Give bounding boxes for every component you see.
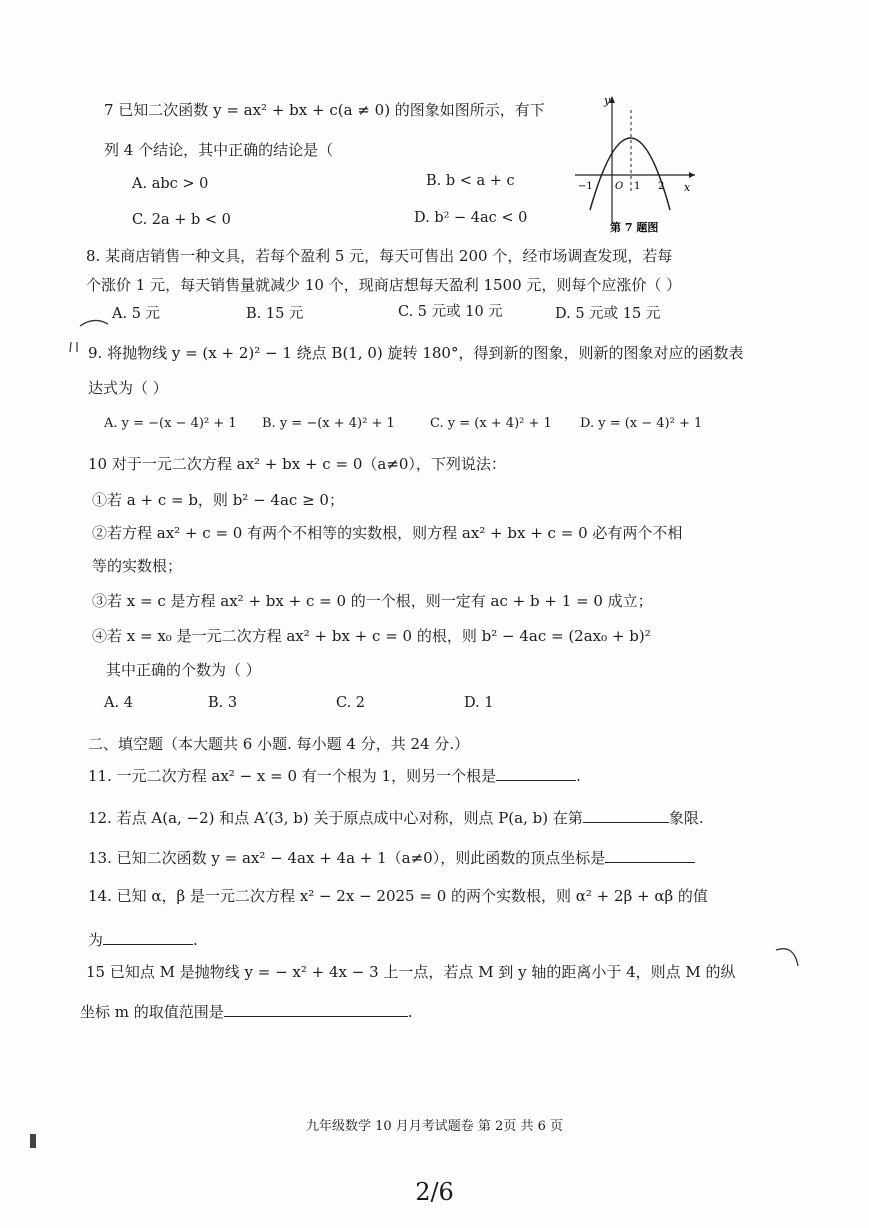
q10-option-c: C. 2: [336, 695, 366, 711]
q14-answer-blank: [103, 928, 193, 945]
q15-answer-blank: [224, 1000, 408, 1017]
q8-line2: 个涨价 1 元，每天销售量就减少 10 个，现商店想每天盈利 1500 元，则每个应涨价（ ）: [86, 276, 682, 294]
parabola-curve: [590, 138, 670, 210]
q13-line: [88, 846, 695, 868]
q9-option-d: D. y = (x − 4)² + 1: [580, 416, 703, 431]
x-axis-arrow: [689, 172, 695, 178]
q11-end: .: [576, 767, 581, 785]
tick-label-neg1: −1: [578, 181, 593, 192]
q14-line2: [88, 928, 198, 950]
figure-caption: 第 7 题图: [610, 221, 659, 234]
q10-option-a: A. 4: [104, 695, 133, 711]
q7-option-b: B. b < a + c: [426, 173, 515, 189]
q12-line: [88, 806, 704, 828]
scan-artifact: [30, 1134, 36, 1148]
q8-option-c: C. 5 元或 10 元: [398, 304, 503, 320]
q10-statement-2b: 等的实数根；: [92, 557, 183, 575]
q8-option-b: B. 15 元: [246, 306, 304, 322]
q7-parabola-figure: [570, 92, 705, 237]
q10-question: 其中正确的个数为（ ）: [106, 661, 261, 679]
page-footer: 九年级数学 10 月月考试题卷 第 2页 共 6 页: [305, 1119, 563, 1134]
q15-line2: [80, 1000, 413, 1022]
q8-option-a: A. 5 元: [112, 306, 161, 322]
q12-answer-blank: [583, 806, 669, 823]
q9-line1: 9. 将抛物线 y = (x + 2)² − 1 绕点 B(1, 0) 旋转 180°，得到新的图象，则新的图象对应的函数表: [88, 344, 744, 362]
q15-end: .: [407, 1003, 413, 1021]
q10-statement-1: ①若 a + c = b，则 b² − 4ac ≥ 0；: [92, 491, 344, 509]
handwritten-bracket: [774, 944, 804, 974]
q9-line2: 达式为（ ）: [88, 379, 168, 397]
q14-text: 为: [88, 931, 104, 949]
q14-line1: 14. 已知 α，β 是一元二次方程 x² − 2x − 2025 = 0 的两个实数根，则 α² + 2β + αβ 的值: [88, 887, 708, 905]
q10-option-d: D. 1: [464, 695, 494, 711]
origin-label: O: [615, 181, 624, 192]
y-axis-label: y: [604, 94, 611, 107]
x-axis-label: x: [684, 181, 691, 194]
q13-answer-blank: [605, 846, 695, 863]
q11-text: 11. 一元二次方程 ax² − x = 0 有一个根为 1，则另一个根是: [88, 767, 497, 785]
q15-line1: 15 已知点 M 是抛物线 y = − x² + 4x − 3 上一点，若点 M 到 y 轴的距离小于 4，则点 M 的纵: [86, 963, 736, 981]
tick-label-2: 2: [658, 181, 665, 192]
q7-option-c: C. 2a + b < 0: [132, 212, 231, 228]
page-number: 2/6: [415, 1178, 454, 1206]
q9-option-b: B. y = −(x + 4)² + 1: [262, 416, 395, 431]
q7-line1: 7 已知二次函数 y = ax² + bx + c(a ≠ 0) 的图象如图所示，有下: [104, 101, 545, 119]
q9-option-c: C. y = (x + 4)² + 1: [430, 416, 552, 431]
q10-statement-4: ④若 x = x₀ 是一元二次方程 ax² + bx + c = 0 的根，则 b² − 4ac = (2ax₀ + b)²: [92, 627, 651, 645]
q12-text: 12. 若点 A(a, −2) 和点 A′(3, b) 关于原点成中心对称，则点 P(a, b) 在第: [88, 809, 583, 827]
q10-option-b: B. 3: [208, 695, 238, 711]
q7-option-a: A. abc > 0: [132, 176, 209, 192]
q13-text: 13. 已知二次函数 y = ax² − 4ax + 4a + 1（a≠0），则此函数的顶点坐标是: [88, 849, 606, 867]
q11-answer-blank: [496, 764, 576, 781]
section2-title: 二、填空题（本大题共 6 小题. 每小题 4 分，共 24 分.）: [88, 735, 470, 753]
q7-line2: 列 4 个结论，其中正确的结论是（: [104, 141, 334, 159]
q11-line: [88, 764, 581, 786]
q14-end: .: [193, 931, 198, 949]
tick-label-1: 1: [634, 181, 641, 192]
q8-option-d: D. 5 元或 15 元: [555, 306, 661, 322]
q9-option-a: A. y = −(x − 4)² + 1: [104, 416, 237, 431]
q15-text: 坐标 m 的取值范围是: [80, 1003, 224, 1021]
q7-option-d: D. b² − 4ac < 0: [414, 210, 528, 226]
q10-line1: 10 对于一元二次方程 ax² + bx + c = 0（a≠0），下列说法：: [88, 455, 506, 473]
q10-statement-3: ③若 x = c 是方程 ax² + bx + c = 0 的一个根，则一定有 ac + b + 1 = 0 成立；: [92, 592, 653, 610]
q12-end: 象限.: [668, 809, 704, 827]
q8-line1: 8. 某商店销售一种文具，若每个盈利 5 元，每天可售出 200 个，经市场调查发现，若每: [86, 247, 673, 265]
q10-statement-2a: ②若方程 ax² + c = 0 有两个不相等的实数根，则方程 ax² + bx + c = 0 必有两个不相: [92, 524, 683, 542]
